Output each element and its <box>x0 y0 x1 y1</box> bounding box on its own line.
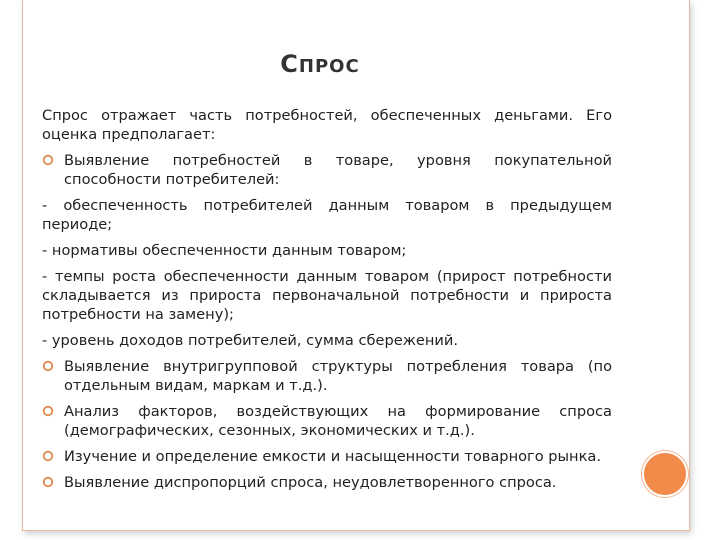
circle-bullet-icon <box>42 360 54 372</box>
dash-item <box>42 331 612 350</box>
circle-bullet-icon <box>42 405 54 417</box>
list-item-text: Выявление диспропорций спроса, неудовлетворенного спроса. <box>64 474 557 491</box>
dash-item-text: - темпы роста обеспеченности данным товаром (прирост потребности складывается из прироста первоначальной потребности и прироста потребности на замену); <box>42 268 612 323</box>
list-item <box>42 447 612 466</box>
list-item <box>42 357 612 395</box>
dash-item <box>42 267 612 324</box>
dash-item-text: - нормативы обеспеченности данным товаром; <box>42 242 407 259</box>
dash-item <box>42 241 612 260</box>
list-item-text: Анализ факторов, воздействующих на формирование спроса (демографических, сезонных, экономических и т.д.). <box>64 403 612 439</box>
slide-title-rest: ПРОС <box>298 56 360 77</box>
slide-title <box>250 50 390 78</box>
dash-item-text: - уровень доходов потребителей, сумма сбережений. <box>42 332 458 349</box>
list-item <box>42 473 612 492</box>
intro-paragraph <box>42 106 612 144</box>
list-item <box>42 151 612 189</box>
circle-bullet-icon <box>42 476 54 488</box>
list-item-text: Выявление внутригрупповой структуры потребления товара (по отдельным видам, маркам и т.д.). <box>64 358 612 394</box>
circle-bullet-icon <box>42 154 54 166</box>
slide-content <box>42 106 612 499</box>
slide-title-first-letter: С <box>280 50 299 78</box>
intro-term: Спрос <box>42 107 88 124</box>
dash-item <box>42 196 612 234</box>
list-item <box>42 402 612 440</box>
circle-bullet-icon <box>42 450 54 462</box>
decorative-circle <box>642 451 688 497</box>
dash-item-text: - обеспеченность потребителей данным товаром в предыдущем периоде; <box>42 197 612 233</box>
list-item-text: Выявление потребностей в товаре, уровня покупательной способности потребителей: <box>64 152 612 188</box>
intro-text: отражает часть потребностей, обеспеченных деньгами. Его оценка предполагает: <box>42 107 612 143</box>
list-item-text: Изучение и определение емкости и насыщенности товарного рынка. <box>64 448 601 465</box>
